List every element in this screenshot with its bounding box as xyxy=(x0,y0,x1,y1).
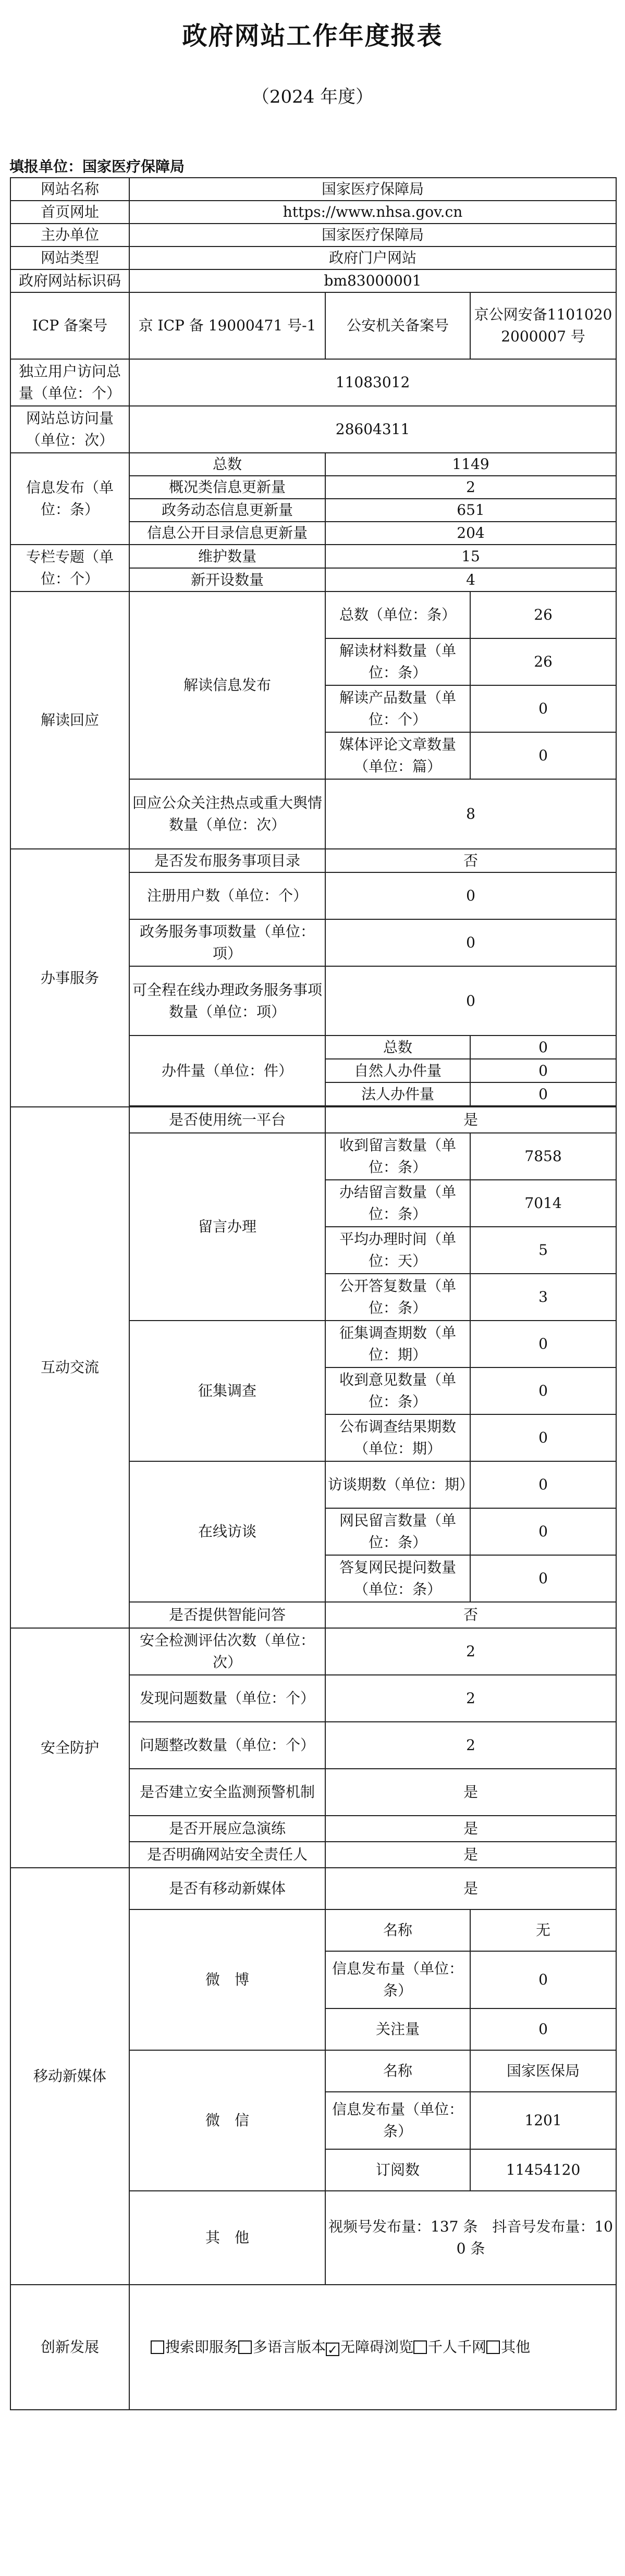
wechat-pub-value: 1201 xyxy=(470,2092,616,2149)
column-new-value: 4 xyxy=(325,568,616,591)
interview-count-label: 访谈期数（单位：期） xyxy=(325,1461,470,1508)
interp-total-label: 总数（单位：条） xyxy=(325,591,470,638)
mobile-has-label: 是否有移动新媒体 xyxy=(129,1868,325,1909)
service-users-label: 注册用户数（单位：个） xyxy=(129,872,325,919)
weibo-follow-label: 关注量 xyxy=(325,2008,470,2050)
checkbox-search[interactable] xyxy=(151,2340,164,2354)
interp-media-label: 媒体评论文章数量（单位：篇） xyxy=(325,732,470,779)
message-done-label: 办结留言数量（单位：条） xyxy=(325,1180,470,1227)
message-public-value: 3 xyxy=(470,1274,616,1321)
smart-qa-value: 否 xyxy=(325,1602,616,1628)
message-time-value: 5 xyxy=(470,1227,616,1274)
security-drill-value: 是 xyxy=(325,1816,616,1842)
checkbox-other[interactable] xyxy=(486,2340,500,2354)
other-media-label: 其 他 xyxy=(129,2191,325,2285)
wechat-name-value: 国家医保局 xyxy=(470,2050,616,2092)
icp-label: ICP 备案号 xyxy=(10,292,129,359)
security-owner-value: 是 xyxy=(325,1842,616,1868)
security-test-label: 安全检测评估次数（单位：次） xyxy=(129,1628,325,1675)
sponsor-label: 主办单位 xyxy=(10,224,129,246)
column-section-label: 专栏专题（单位：个） xyxy=(10,545,129,591)
wechat-label: 微 信 xyxy=(129,2050,325,2191)
service-legal-label: 法人办件量 xyxy=(325,1082,470,1106)
info-total-label: 总数 xyxy=(129,453,325,476)
pv-label: 网站总访问量（单位：次） xyxy=(10,406,129,453)
weibo-name-label: 名称 xyxy=(325,1909,470,1951)
site-id-label: 政府网站标识码 xyxy=(10,269,129,292)
innovation-option xyxy=(486,2338,530,2356)
survey-count-value: 0 xyxy=(470,1321,616,1367)
interp-pub-label: 解读信息发布 xyxy=(129,591,325,779)
interview-answers-label: 答复网民提问数量（单位：条） xyxy=(325,1555,470,1602)
mobile-section-label: 移动新媒体 xyxy=(10,1868,129,2285)
interp-total-value: 26 xyxy=(470,591,616,638)
weibo-pub-value: 0 xyxy=(470,1951,616,2008)
service-person-value: 0 xyxy=(470,1059,616,1082)
info-total-value: 1149 xyxy=(325,453,616,476)
innovation-section-label: 创新发展 xyxy=(10,2285,129,2410)
innovation-option xyxy=(413,2338,486,2356)
mobile-has-value: 是 xyxy=(325,1868,616,1909)
interp-product-value: 0 xyxy=(470,685,616,732)
service-items-label: 政务服务事项数量（单位：项） xyxy=(129,919,325,966)
security-found-label: 发现问题数量（单位：个） xyxy=(129,1675,325,1722)
icp-value: 京 ICP 备 19000471 号-1 xyxy=(129,292,325,359)
security-drill-label: 是否开展应急演练 xyxy=(129,1816,325,1842)
service-online-value: 0 xyxy=(325,966,616,1036)
service-total-value: 0 xyxy=(470,1036,616,1059)
service-legal-value: 0 xyxy=(470,1082,616,1106)
innovation-option-label: 多语言版本 xyxy=(253,2338,326,2356)
survey-results-label: 公布调查结果期数（单位：期） xyxy=(325,1414,470,1461)
survey-results-value: 0 xyxy=(470,1414,616,1461)
innovation-option-label: 无障碍浏览 xyxy=(340,2338,414,2356)
site-id-value: bm83000001 xyxy=(129,269,616,292)
filling-unit: 填报单位：国家医疗保障局 xyxy=(9,158,185,175)
security-fixed-value: 2 xyxy=(325,1722,616,1769)
weibo-label: 微 博 xyxy=(129,1909,325,2050)
interp-media-value: 0 xyxy=(470,732,616,779)
interview-label: 在线访谈 xyxy=(129,1461,325,1602)
wechat-name-label: 名称 xyxy=(325,2050,470,2092)
checkbox-multilang[interactable] xyxy=(238,2340,252,2354)
innovation-option-label: 千人千网 xyxy=(428,2338,487,2356)
info-overview-label: 概况类信息更新量 xyxy=(129,476,325,499)
interp-response-value: 8 xyxy=(325,779,616,849)
pv-value: 28604311 xyxy=(129,406,616,453)
checkbox-personalized[interactable] xyxy=(413,2340,427,2354)
service-dir-label: 是否发布服务事项目录 xyxy=(129,849,325,872)
site-type-label: 网站类型 xyxy=(10,246,129,269)
sponsor-value: 国家医疗保障局 xyxy=(129,224,616,246)
weibo-name-value: 无 xyxy=(470,1909,616,1951)
innovation-option xyxy=(326,2338,413,2356)
checkbox-accessibility[interactable]: ✓ xyxy=(326,2343,339,2356)
innovation-option xyxy=(151,2338,238,2356)
survey-count-label: 征集调查期数（单位：期） xyxy=(325,1321,470,1367)
message-public-label: 公开答复数量（单位：条） xyxy=(325,1274,470,1321)
message-time-label: 平均办理时间（单位：天） xyxy=(325,1227,470,1274)
interview-answers-value: 0 xyxy=(470,1555,616,1602)
platform-value: 是 xyxy=(325,1107,616,1133)
innovation-option-label: 搜索即服务 xyxy=(165,2338,239,2356)
interview-msgs-label: 网民留言数量（单位：条） xyxy=(325,1508,470,1555)
service-total-label: 总数 xyxy=(325,1036,470,1059)
security-found-value: 2 xyxy=(325,1675,616,1722)
home-url-label: 首页网址 xyxy=(10,201,129,224)
survey-label: 征集调查 xyxy=(129,1321,325,1461)
platform-label: 是否使用统一平台 xyxy=(129,1107,325,1133)
info-open-label: 信息公开目录信息更新量 xyxy=(129,522,325,545)
uv-label: 独立用户访问总量（单位：个） xyxy=(10,359,129,406)
message-label: 留言办理 xyxy=(129,1133,325,1321)
security-section-label: 安全防护 xyxy=(10,1628,129,1868)
service-items-value: 0 xyxy=(325,919,616,966)
security-test-value: 2 xyxy=(325,1628,616,1675)
interview-msgs-value: 0 xyxy=(470,1508,616,1555)
security-monitor-value: 是 xyxy=(325,1769,616,1816)
service-users-value: 0 xyxy=(325,872,616,919)
message-done-value: 7014 xyxy=(470,1180,616,1227)
site-name-value: 国家医疗保障局 xyxy=(129,178,616,201)
police-record-label: 公安机关备案号 xyxy=(325,292,470,359)
interp-material-label: 解读材料数量（单位：条） xyxy=(325,638,470,685)
service-section-label: 办事服务 xyxy=(10,849,129,1107)
wechat-pub-label: 信息发布量（单位：条） xyxy=(325,2092,470,2149)
service-dir-value: 否 xyxy=(325,849,616,872)
other-media-value: 视频号发布量：137 条 抖音号发布量：100 条 xyxy=(325,2191,616,2285)
info-open-value: 204 xyxy=(325,522,616,545)
security-monitor-label: 是否建立安全监测预警机制 xyxy=(129,1769,325,1816)
wechat-sub-value: 11454120 xyxy=(470,2149,616,2191)
column-maint-value: 15 xyxy=(325,545,616,568)
column-new-label: 新开设数量 xyxy=(129,568,325,591)
column-maint-label: 维护数量 xyxy=(129,545,325,568)
service-cases-label: 办件量（单位：件） xyxy=(129,1036,325,1106)
weibo-pub-label: 信息发布量（单位：条） xyxy=(325,1951,470,2008)
survey-opinions-value: 0 xyxy=(470,1367,616,1414)
info-overview-value: 2 xyxy=(325,476,616,499)
smart-qa-label: 是否提供智能问答 xyxy=(129,1602,325,1628)
innovation-option-label: 其他 xyxy=(501,2338,531,2356)
wechat-sub-label: 订阅数 xyxy=(325,2149,470,2191)
innovation-options xyxy=(129,2285,616,2410)
message-received-label: 收到留言数量（单位：条） xyxy=(325,1133,470,1180)
police-record-value: 京公网安备11010202000007 号 xyxy=(470,292,616,359)
innovation-option xyxy=(238,2338,326,2356)
interview-count-value: 0 xyxy=(470,1461,616,1508)
info-section-label: 信息发布（单位：条） xyxy=(10,453,129,545)
security-fixed-label: 问题整改数量（单位：个） xyxy=(129,1722,325,1769)
info-gov-value: 651 xyxy=(325,499,616,522)
service-online-label: 可全程在线办理政务服务事项数量（单位：项） xyxy=(129,966,325,1036)
uv-value: 11083012 xyxy=(129,359,616,406)
interp-response-label: 回应公众关注热点或重大舆情数量（单位：次） xyxy=(129,779,325,849)
page-title: 政府网站工作年度报表 xyxy=(182,21,443,51)
report-table xyxy=(10,177,617,2410)
interp-product-label: 解读产品数量（单位：个） xyxy=(325,685,470,732)
weibo-follow-value: 0 xyxy=(470,2008,616,2050)
interp-material-value: 26 xyxy=(470,638,616,685)
survey-opinions-label: 收到意见数量（单位：条） xyxy=(325,1367,470,1414)
report-year: （2024 年度） xyxy=(251,87,374,107)
home-url-value: https://www.nhsa.gov.cn xyxy=(129,201,616,224)
site-name-label: 网站名称 xyxy=(10,178,129,201)
message-received-value: 7858 xyxy=(470,1133,616,1180)
security-owner-label: 是否明确网站安全责任人 xyxy=(129,1842,325,1868)
interaction-section-label: 互动交流 xyxy=(10,1107,129,1628)
service-person-label: 自然人办件量 xyxy=(325,1059,470,1082)
info-gov-label: 政务动态信息更新量 xyxy=(129,499,325,522)
site-type-value: 政府门户网站 xyxy=(129,246,616,269)
interp-section-label: 解读回应 xyxy=(10,591,129,849)
